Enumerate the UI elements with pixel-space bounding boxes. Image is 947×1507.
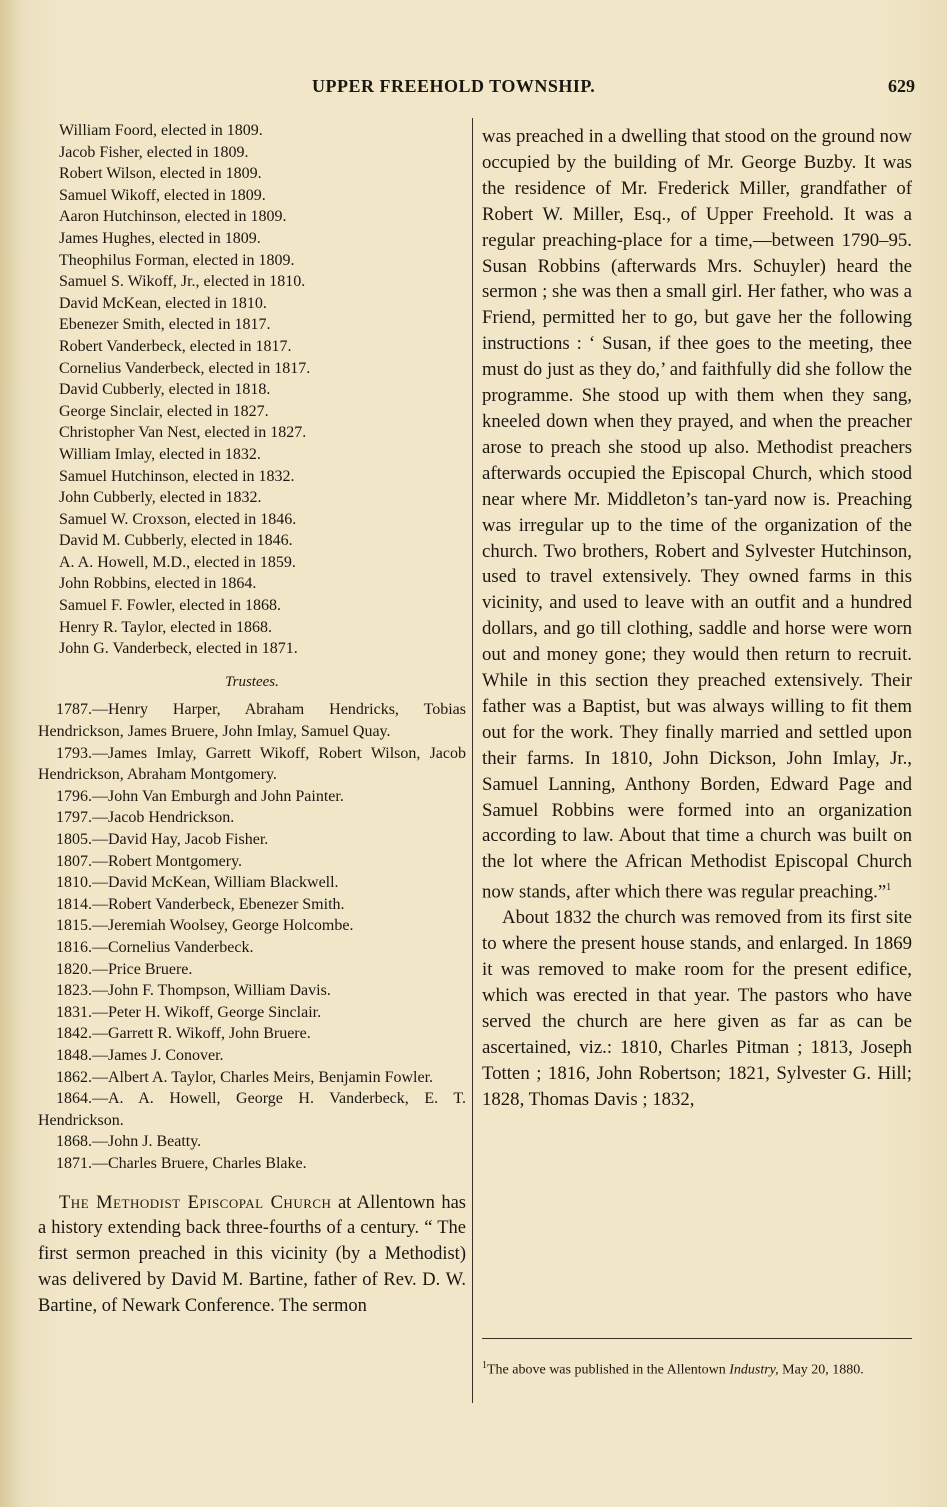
trustee-entry: 1868.—John J. Beatty. — [56, 1133, 202, 1151]
page-header — [0, 74, 947, 100]
list-item: James Hughes, elected in 1809. — [59, 229, 261, 247]
list-item: Henry R. Taylor, elected in 1868. — [59, 618, 272, 636]
trustee-entry: 1831.—Peter H. Wikoff, George Sinclair. — [56, 1003, 322, 1021]
trustee-entry: 1871.—Charles Bruere, Charles Blake. — [56, 1154, 307, 1172]
footnote-rule — [482, 1338, 912, 1339]
footnote-italic: Industry, — [729, 1362, 779, 1378]
list-item: John Cubberly, elected in 1832. — [59, 489, 262, 507]
trustee-entry: 1848.—James J. Conover. — [56, 1046, 224, 1064]
methodist-heading: The Methodist Episcopal Church — [59, 1192, 332, 1213]
elected-list — [38, 120, 466, 660]
trustee-entry: 1815.—Jeremiah Woolsey, George Holcombe. — [56, 917, 354, 935]
list-item: Samuel S. Wikoff, Jr., elected in 1810. — [59, 273, 306, 291]
list-item: Samuel W. Croxson, elected in 1846. — [59, 510, 297, 528]
footnote-marker: 1 — [482, 1360, 487, 1371]
trustee-entry: 1816.—Cornelius Vanderbeck. — [56, 938, 254, 956]
list-item: William Foord, elected in 1809. — [59, 122, 263, 139]
trustees-list — [38, 699, 466, 1174]
footnote-tail: May 20, 1880. — [778, 1362, 864, 1378]
list-item: Robert Wilson, elected in 1809. — [59, 165, 262, 183]
list-item: Theophilus Forman, elected in 1809. — [59, 251, 295, 269]
trustee-entry: 1864.—A. A. Howell, George H. Vanderbeck, E. T. Hendrickson. — [38, 1090, 466, 1129]
footnote-text: The above was published in the Allentown — [487, 1362, 730, 1378]
trustee-entry: 1796.—John Van Emburgh and John Painter. — [56, 787, 344, 805]
trustee-entry: 1805.—David Hay, Jacob Fisher. — [56, 831, 269, 848]
trustee-entry: 1810.—David McKean, William Blackwell. — [56, 874, 339, 892]
trustee-entry: 1787.—Henry Harper, Abraham Hendricks, Tobias Hendrickson, James Bruere, John Imlay, Samuel Quay. — [38, 701, 466, 741]
trustee-entry: 1862.—Albert A. Taylor, Charles Meirs, Benjamin Fowler. — [56, 1068, 434, 1086]
trustee-entry: 1797.—Jacob Hendrickson. — [56, 809, 235, 827]
trustee-entry: 1823.—John F. Thompson, William Davis. — [56, 982, 331, 1000]
methodist-text: at Allentown has a history extending back three-fourths of a century. “ The first sermon preached in this vicinity (by a Methodist) was delivered by David M. Bartine, father of Rev. D. W. Bartine, of Newark Conference. The sermon — [38, 1192, 466, 1316]
list-item: Christopher Van Nest, elected in 1827. — [59, 424, 307, 442]
list-item: George Sinclair, elected in 1827. — [59, 402, 269, 420]
trustee-entry: 1820.—Price Bruere. — [56, 960, 193, 978]
list-item: John Robbins, elected in 1864. — [59, 575, 257, 593]
list-item: Robert Vanderbeck, elected in 1817. — [59, 337, 292, 355]
body-paragraph: About 1832 the church was removed from its first site to where the present house stands, and enlarged. In 1869 it was removed to make room for the present edifice, which was erected in that year. The pastors who have served the church are here given as far as can be ascertained, viz.: 1810, Charles Pitman ; 1813, Joseph Totten ; 1816, John Robertson; 1821, Sylvester G. Hill; 1828, Thomas Davis ; 1832, — [482, 907, 912, 1110]
paragraph-text: was preached in a dwelling that stood on the ground now occupied by the building of Mr. George Buzby. It was the residence of Mr. Frederick Miller, grandfather of Robert W. Miller, Esq., of Upper Freehold. It was a regular preaching-place for a time,—between 1790–95. Susan Robbins (afterwards Mrs. Schuyler) heard the sermon ; she was then a small girl. Her father, who was a Friend, permitted her to go, but gave her the following instructions : ‘ Susan, if thee goes to the meeting, thee must do just as they do,’ and faithfully did she follow the programme. She stood up with them when they sang, kneeled down when they prayed, and when the preacher arose to preach she stood up also. Methodist preachers afterwards occupied the Episcopal Church, which stood near where Mr. Middleton’s tan-yard now is. Preaching was irregular up to the time of the organization of the church. Two brothers, Robert and Sylvester Hutchinson, used to travel extensively. They owned farms in this vicinity, and used to leave with an outfit and a hundred dollars, and go till clothing, saddle and horse were worn out and money gone; they would then return to recruit. While in this section they preached extensively. Their father was a Baptist, but was always willing to fit them out for the work. They finally married and settled upon their farms. In 1810, John Dickson, John Imlay, Jr., Samuel Lanning, Anthony Borden, Edward Page and Samuel Robbins were formed into an organization according to law. About that time a church was built on the lot where the African Methodist Episcopal Church now stands, after which there was regular preaching.” — [482, 126, 912, 903]
list-item: Ebenezer Smith, elected in 1817. — [59, 316, 271, 334]
list-item: David M. Cubberly, elected in 1846. — [59, 532, 293, 550]
list-item: Samuel F. Fowler, elected in 1868. — [59, 597, 282, 615]
trustee-entry: 1842.—Garrett R. Wikoff, John Bruere. — [56, 1025, 311, 1043]
column-divider — [472, 118, 473, 1403]
list-item: Samuel Hutchinson, elected in 1832. — [59, 467, 295, 485]
list-item: Jacob Fisher, elected in 1809. — [59, 143, 249, 161]
page-number: 629 — [888, 76, 915, 96]
trustee-entry: 1793.—James Imlay, Garrett Wikoff, Robert Wilson, Jacob Hendrickson, Abraham Montgomery. — [38, 744, 466, 784]
list-item: Aaron Hutchinson, elected in 1809. — [59, 208, 287, 226]
footnote-ref: 1 — [886, 882, 892, 894]
left-column — [38, 120, 466, 1319]
list-item: Cornelius Vanderbeck, elected in 1817. — [59, 359, 311, 377]
running-head: UPPER FREEHOLD TOWNSHIP. — [312, 76, 596, 96]
list-item: John G. Vanderbeck, elected in 1871. — [59, 640, 298, 658]
body-paragraph — [482, 124, 912, 905]
list-item: David McKean, elected in 1810. — [59, 294, 267, 312]
list-item: William Imlay, elected in 1832. — [59, 445, 261, 463]
right-column — [482, 124, 912, 1113]
trustees-heading: Trustees. — [225, 673, 279, 690]
methodist-paragraph — [38, 1191, 466, 1320]
trustee-entry: 1814.—Robert Vanderbeck, Ebenezer Smith. — [56, 895, 345, 913]
list-item: David Cubberly, elected in 1818. — [59, 381, 271, 399]
trustee-entry: 1807.—Robert Montgomery. — [56, 852, 243, 870]
list-item: Samuel Wikoff, elected in 1809. — [59, 186, 266, 204]
list-item: A. A. Howell, M.D., elected in 1859. — [59, 553, 296, 571]
footnote — [482, 1356, 912, 1381]
